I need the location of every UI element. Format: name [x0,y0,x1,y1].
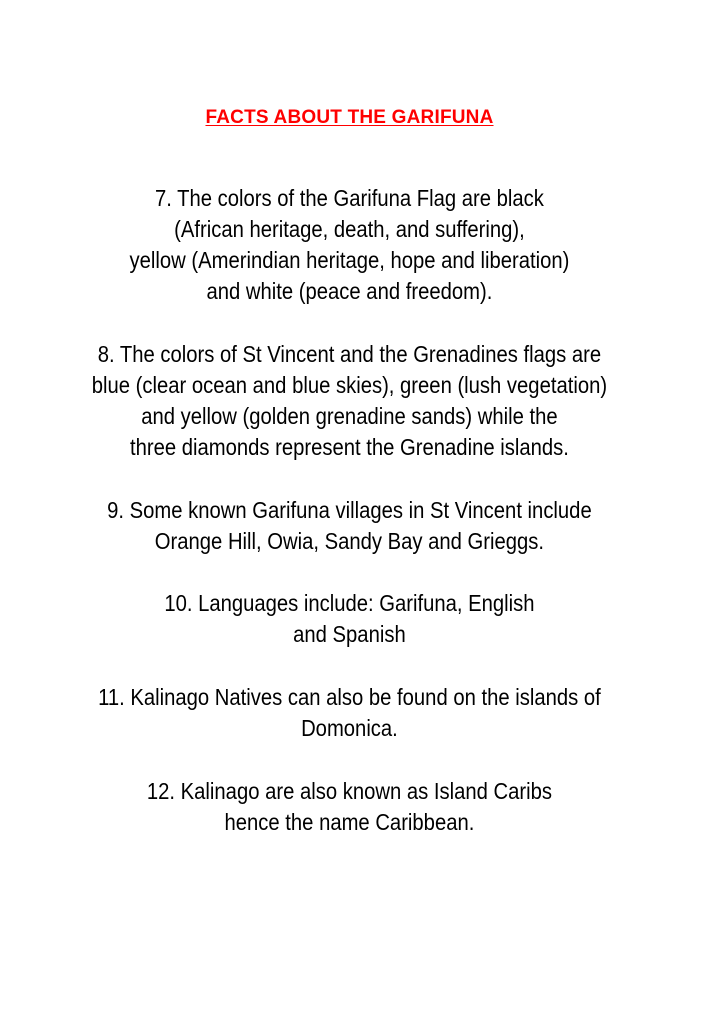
page-title: FACTS ABOUT THE GARIFUNA [205,107,494,128]
fact-line: yellow (Amerindian heritage, hope and liberation) [129,247,570,273]
fact-line: and yellow (golden grenadine sands) while the [141,403,558,429]
fact-line: 9. Some known Garifuna villages in St Vincent include [107,497,592,523]
fact-10 [42,588,657,650]
fact-line: blue (clear ocean and blue skies), green (lush vegetation) [91,372,608,398]
fact-11 [42,682,657,744]
fact-line: Domonica. [301,715,398,741]
fact-line: and Spanish [293,621,406,647]
fact-12 [42,776,657,838]
fact-line: hence the name Caribbean. [224,809,475,835]
fact-line: 7. The colors of the Garifuna Flag are black [154,185,544,211]
fact-9 [42,495,657,557]
fact-line: (African heritage, death, and suffering), [174,216,525,242]
fact-7 [42,183,657,307]
fact-line: 11. Kalinago Natives can also be found on the islands of [98,684,601,710]
fact-line: 8. The colors of St Vincent and the Grenadines flags are [97,341,602,367]
fact-line: Orange Hill, Owia, Sandy Bay and Grieggs. [154,528,545,554]
fact-line: and white (peace and freedom). [206,278,493,304]
fact-line: 10. Languages include: Garifuna, English [164,590,535,616]
fact-8 [42,339,657,463]
fact-line: 12. Kalinago are also known as Island Caribs [146,778,552,804]
fact-line: three diamonds represent the Grenadine islands. [130,434,569,460]
